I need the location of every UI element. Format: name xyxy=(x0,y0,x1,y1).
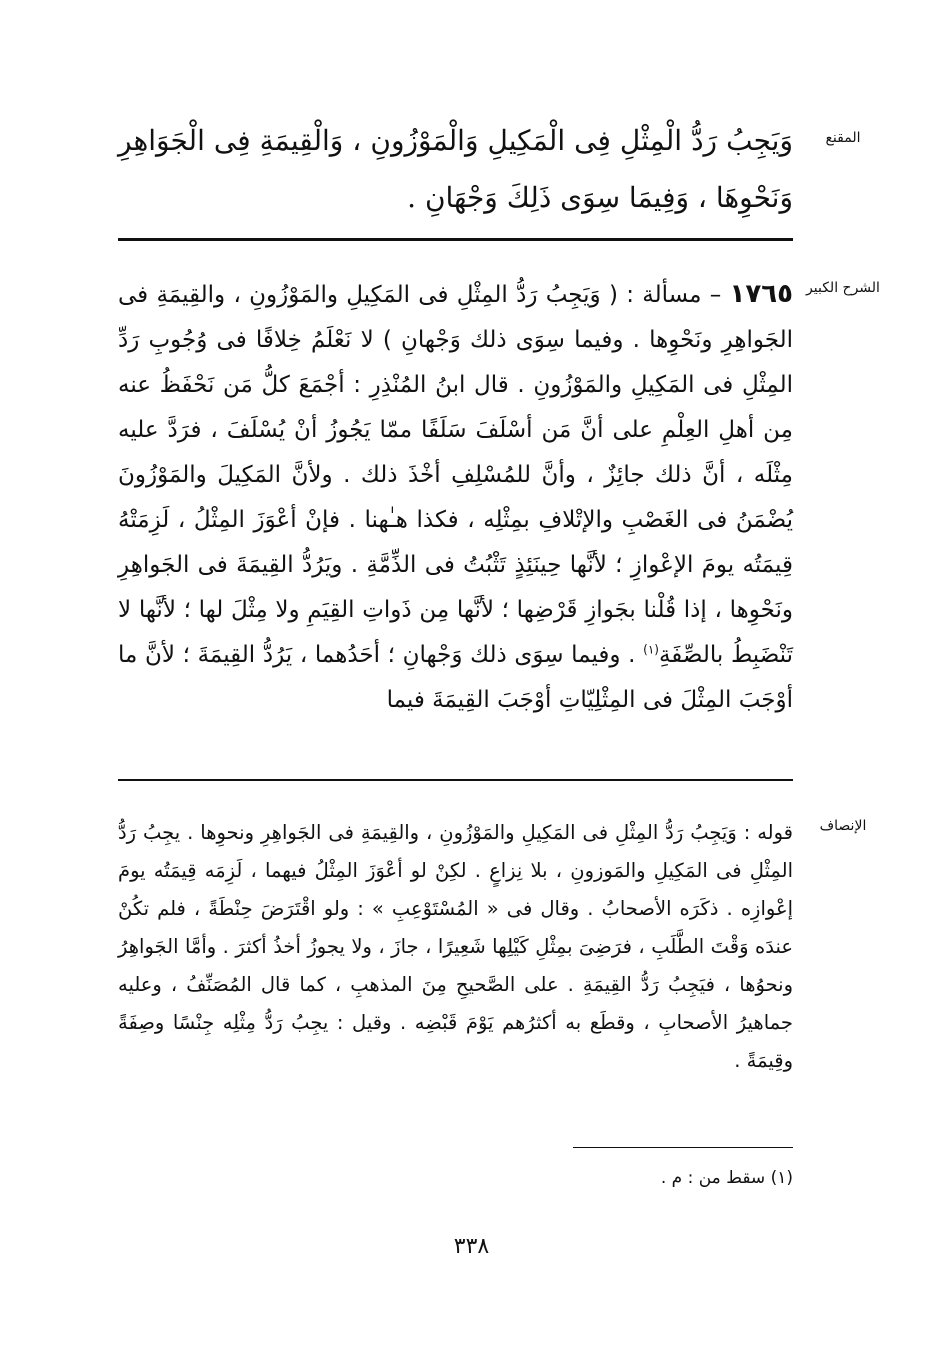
masala-number: ١٧٦٥ xyxy=(729,279,793,309)
insaf-label: الإنصاف xyxy=(819,818,867,834)
sharh-text xyxy=(118,272,793,723)
footnote: (١) سقط من : م . xyxy=(660,1168,793,1188)
muqni-text: وَيَجِبُ رَدُّ الْمِثْلِ فِى الْمَكِيلِ وَالْمَوْزُونِ ، وَالْقِيمَةِ فِى الْجَوَاهِرِ وَنَحْوِهَا ، وَفِيمَا سِوَى ذَلِكَ وَجْهَانِ . xyxy=(118,124,793,214)
sharh-label: الشرح الكبير xyxy=(806,280,880,296)
muqni-label: المقنع xyxy=(825,130,861,146)
sharh-body-part1: – مسألة : ( وَيَجِبُ رَدُّ المِثْلِ فى المَكِيلِ والمَوْزُونِ ، والقِيمَةِ فى الجَواهِرِ ونَحْوِها . وفيما سِوَى ذلك وَجْهانِ ) لا نَعْلَمُ خِلافًا فى وُجُوبِ رَدِّ المِثْلِ فى المَكِيلِ والمَوْزُونِ . قال ابنُ المُنْذِرِ : أجْمَعَ كلُّ مَن نَحْفَظُ عنه مِن أهلِ العِلْمِ على أنَّ مَن أسْلَفَ سَلَفًا ممّا يَجُوزُ أنْ يُسْلَفَ ، فرَدَّ عليه مِثْلَه ، أنَّ ذلك جائِزٌ ، وأنَّ للمُسْلِفِ أخْذَ ذلك . ولأنَّ المَكِيلَ والمَوْزُونَ يُضْمَنُ فى الغَصْبِ والإتْلافِ بمِثْلِه ، فكذا هـٰهنا . فإنْ أعْوَزَ المِثْلُ ، لَزِمَتْهُ قِيمَتُه يومَ الإعْوازِ ؛ لأنَّها حِينَئِذٍ تَثْبُتُ فى الذِّمَّةِ . ويَرُدُّ القِيمَةَ فى الجَواهِرِ ونَحْوِها ، إذا قُلْنا بجَوازِ قَرْضِها ؛ لأنَّها مِن ذَواتِ القِيَمِ ولا مِثْلَ لها ؛ لأنَّها لا تَنْضَبِطُ بالصِّفَةِ xyxy=(118,282,794,668)
footnote-mark: (١) xyxy=(643,642,659,657)
page-number: ٣٣٨ xyxy=(453,1234,490,1259)
footnote-divider xyxy=(573,1147,793,1148)
section-divider-thick xyxy=(118,238,793,241)
section-divider-thin xyxy=(118,779,793,781)
sharh-body-part2: . وفيما سِوَى ذلك وَجْهانِ ؛ أحَدُهما ، يَرُدُّ القِيمَةَ ؛ لأنَّ ما أوْجَبَ المِثْلَ فى المِثْلِيّاتِ أوْجَبَ القِيمَةَ فيما xyxy=(118,642,793,713)
insaf-text: قوله : وَيَجِبُ رَدُّ المِثْلِ فى المَكِيلِ والمَوْزُونِ ، والقِيمَةِ فى الجَواهِرِ ونحوِها . يجِبُ رَدُّ المِثْلِ فى المَكِيلِ والمَوزونِ ، بلا نِزاعٍ . لكِنْ لو أعْوَزَ المِثْلُ فيهما ، لَزِمَه قِيمَتُه يومَ إعْوازِه . ذكَرَه الأصحابُ . وقال فى « المُسْتَوْعِبِ » : ولو اقْتَرَضَ حِنْطَةً ، فلم تكُنْ عندَه وَقْتَ الطَّلَبِ ، فرَضِىَ بمِثْلِ كَيْلِها شَعِيرًا ، جازَ ، ولا يجوزُ أخذُ أكثرَ . وأمَّا الجَواهِرُ ونحوُها ، فيَجِبُ رَدُّ القِيمَةِ . على الصَّحيحِ مِنَ المذهبِ ، كما قال المُصَنِّفُ ، وعليه جماهيرُ الأصحابِ ، وقطَع به أكثرُهم يَوْمَ قَبْضِه . وقيل : يجِبُ رَدُّ مِثْلِه جِنْسًا وصِفَةً وقِيمَةً . xyxy=(118,821,793,1072)
